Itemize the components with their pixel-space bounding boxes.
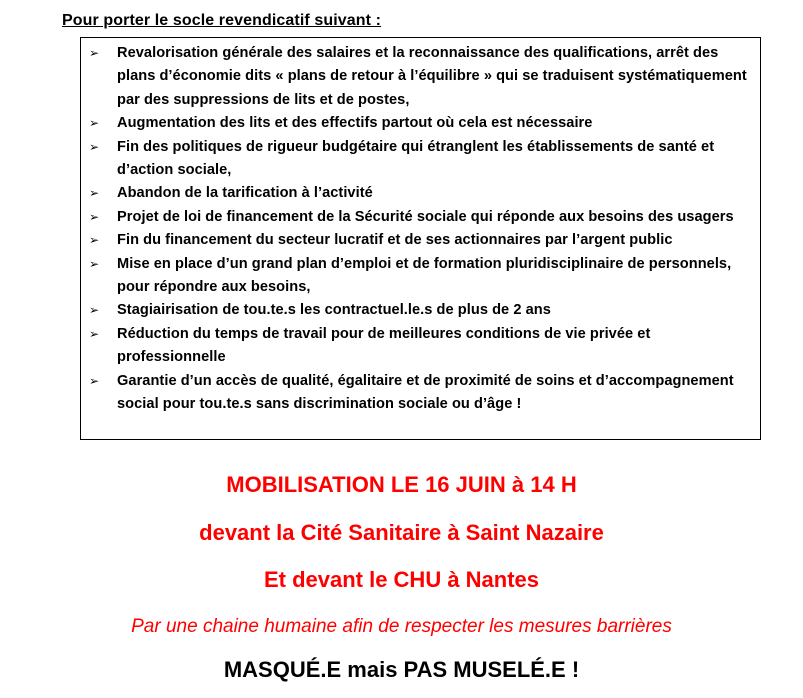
demands-list xyxy=(89,42,750,417)
location-nantes: Et devant le CHU à Nantes xyxy=(263,567,540,592)
list-item xyxy=(89,370,750,417)
list-item xyxy=(89,206,750,229)
list-item xyxy=(89,253,750,300)
list-item xyxy=(89,136,750,183)
list-item xyxy=(89,112,750,135)
demand-text: Augmentation des lits et des effectifs partout où cela est nécessaire xyxy=(117,115,593,132)
demand-text: Revalorisation générale des salaires et la reconnaissance des qualifications, arrêt des plans d’économie dits « plans de retour à l’équilibre » qui se traduisent systématiquement par des suppressions de lits et de postes, xyxy=(117,45,747,108)
arrowhead-bullet-icon: ➢ xyxy=(89,209,100,224)
section-heading: Pour porter le socle revendicatif suivant : xyxy=(62,12,382,29)
demand-text: Stagiairisation de tou.te.s les contractuel.le.s de plus de 2 ans xyxy=(117,302,551,319)
mobilisation-date: MOBILISATION LE 16 JUIN à 14 H xyxy=(226,472,577,497)
arrowhead-bullet-icon: ➢ xyxy=(89,116,100,131)
arrowhead-bullet-icon: ➢ xyxy=(89,186,100,201)
arrowhead-bullet-icon: ➢ xyxy=(89,373,100,388)
list-item xyxy=(89,42,750,112)
slogan: MASQUÉ.E mais PAS MUSELÉ.E ! xyxy=(223,657,580,682)
arrowhead-bullet-icon: ➢ xyxy=(89,326,100,341)
arrowhead-bullet-icon: ➢ xyxy=(89,46,100,60)
list-item xyxy=(89,229,750,252)
arrowhead-bullet-icon: ➢ xyxy=(89,256,100,271)
demand-text: Réduction du temps de travail pour de meilleures conditions de vie privée et professionnelle xyxy=(117,325,651,366)
demand-text: Fin du financement du secteur lucratif et de ses actionnaires par l’argent public xyxy=(117,232,673,249)
demand-text: Abandon de la tarification à l’activité xyxy=(117,185,373,202)
human-chain-note: Par une chaine humaine afin de respecter les mesures barrières xyxy=(131,616,672,637)
list-item xyxy=(89,299,750,322)
list-item xyxy=(89,182,750,205)
list-item xyxy=(89,323,750,370)
location-saint-nazaire: devant la Cité Sanitaire à Saint Nazaire xyxy=(199,520,604,545)
arrowhead-bullet-icon: ➢ xyxy=(89,303,100,318)
demands-box xyxy=(80,37,761,440)
arrowhead-bullet-icon: ➢ xyxy=(89,139,100,154)
demand-text: Mise en place d’un grand plan d’emploi et de formation pluridisciplinaire de personnels, pour répondre aux besoins, xyxy=(117,255,732,296)
demand-text: Fin des politiques de rigueur budgétaire qui étranglent les établissements de santé et d’action sociale, xyxy=(117,138,715,179)
arrowhead-bullet-icon: ➢ xyxy=(89,233,100,248)
demand-text: Garantie d’un accès de qualité, égalitaire et de proximité de soins et d’accompagnement social pour tou.te.s sans discrimination sociale ou d’âge ! xyxy=(117,372,734,413)
demand-text: Projet de loi de financement de la Sécurité sociale qui réponde aux besoins des usagers xyxy=(117,208,734,225)
